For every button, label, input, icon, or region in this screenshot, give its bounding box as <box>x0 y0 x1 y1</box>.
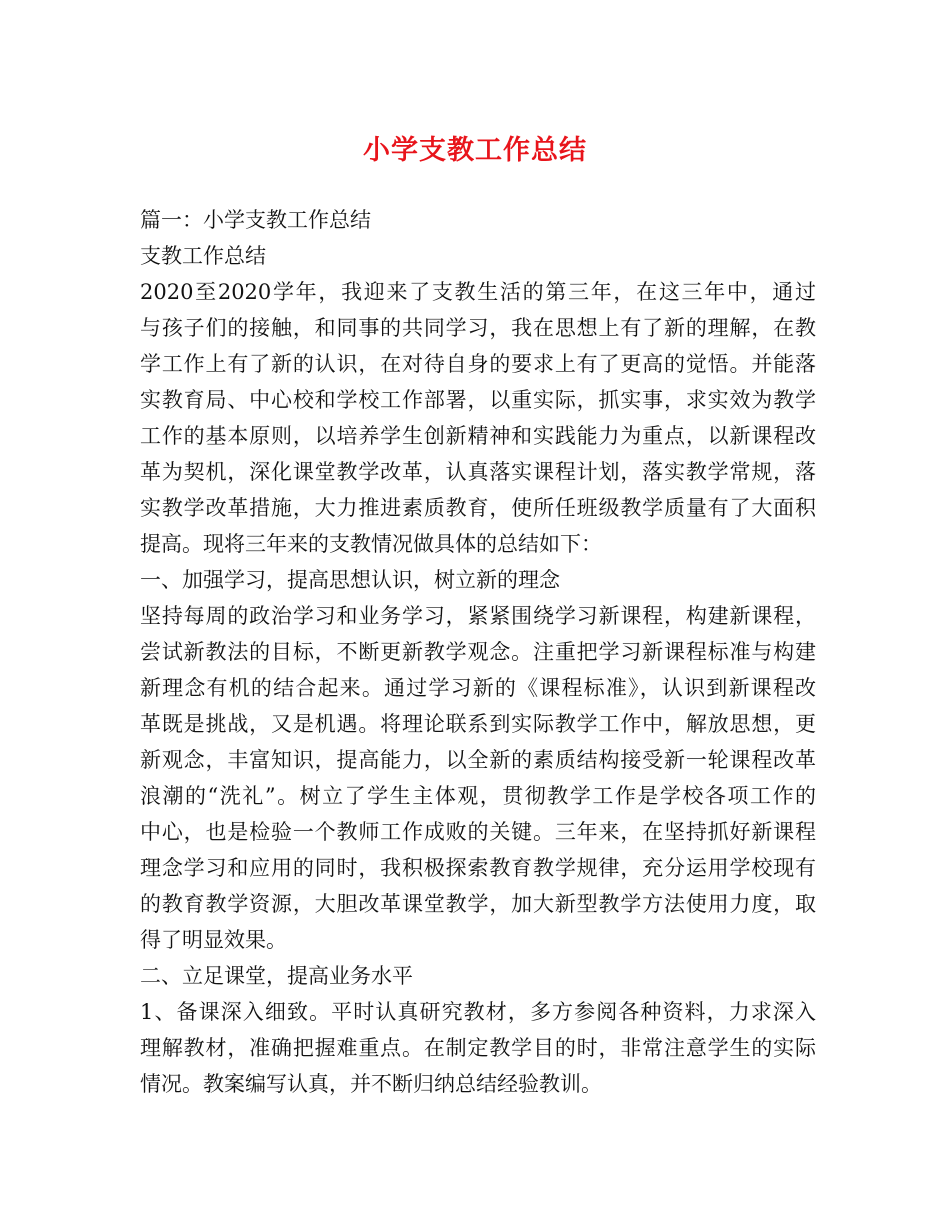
paragraph-line: 与孩子们的接触，和同事的共同学习，我在思想上有了新的理解，在教 <box>140 316 816 340</box>
paragraph-line: 尝试新教法的目标，不断更新教学观念。注重把学习新课程标准与构建 <box>140 640 816 664</box>
section-heading: 篇一：小学支教工作总结 <box>140 208 371 232</box>
paragraph-line: 实教学改革措施，大力推进素质教育，使所任班级教学质量有了大面积 <box>140 496 816 520</box>
paragraph-line: 坚持每周的政治学习和业务学习，紧紧围绕学习新课程，构建新课程， <box>140 604 816 628</box>
paragraph-line: 革既是挑战，又是机遇。将理论联系到实际教学工作中，解放思想，更 <box>140 712 816 736</box>
paragraph-line: 新理念有机的结合起来。通过学习新的《课程标准》，认识到新课程改 <box>140 676 816 700</box>
section-heading: 二、立足课堂，提高业务水平 <box>140 964 413 988</box>
sub-heading: 支教工作总结 <box>140 244 266 268</box>
section-heading: 一、加强学习，提高思想认识，树立新的理念 <box>140 568 560 592</box>
paragraph-line: 2020至2020学年，我迎来了支教生活的第三年，在这三年中，通过 <box>140 280 816 304</box>
paragraph-line: 1、备课深入细致。平时认真研究教材，多方参阅各种资料，力求深入 <box>140 1000 816 1024</box>
paragraph-line: 提高。现将三年来的支教情况做具体的总结如下： <box>140 532 602 556</box>
paragraph-line: 实教育局、中心校和学校工作部署，以重实际，抓实事，求实效为教学 <box>140 388 816 412</box>
paragraph-line: 工作的基本原则，以培养学生创新精神和实践能力为重点，以新课程改 <box>140 424 816 448</box>
document-body <box>140 202 816 1102</box>
paragraph-line: 情况。教案编写认真，并不断归纳总结经验教训。 <box>140 1072 602 1096</box>
paragraph-line: 学工作上有了新的认识，在对待自身的要求上有了更高的觉悟。并能落 <box>140 352 816 376</box>
paragraph-line: 理念学习和应用的同时，我积极探索教育教学规律，充分运用学校现有 <box>140 856 816 880</box>
paragraph-line: 中心，也是检验一个教师工作成败的关键。三年来，在坚持抓好新课程 <box>140 820 816 844</box>
paragraph-line: 浪潮的“洗礼”。树立了学生主体观，贯彻教学工作是学校各项工作的 <box>140 784 816 808</box>
paragraph-line: 得了明显效果。 <box>140 928 287 952</box>
paragraph-line: 革为契机，深化课堂教学改革，认真落实课程计划，落实教学常规，落 <box>140 460 816 484</box>
paragraph-line: 的教育教学资源，大胆改革课堂教学，加大新型教学方法使用力度，取 <box>140 892 816 916</box>
paragraph-line: 理解教材，准确把握难重点。在制定教学目的时，非常注意学生的实际 <box>140 1036 816 1060</box>
document-title: 小学支教工作总结 <box>363 135 587 166</box>
paragraph-line: 新观念，丰富知识，提高能力，以全新的素质结构接受新一轮课程改革 <box>140 748 816 772</box>
